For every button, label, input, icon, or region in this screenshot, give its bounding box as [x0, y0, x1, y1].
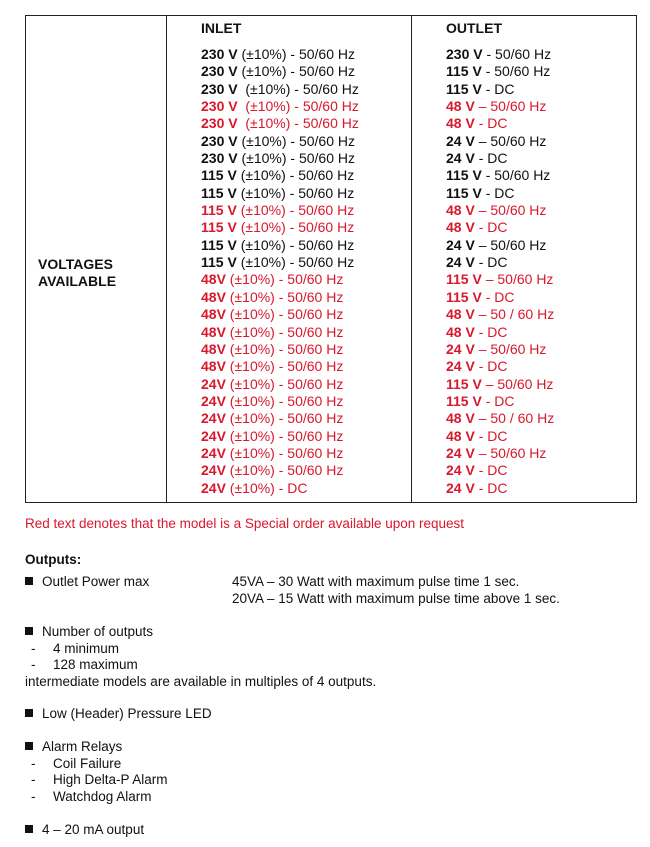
column-divider — [411, 16, 412, 502]
sub-item: 4 minimum — [53, 640, 120, 656]
led-item — [25, 706, 212, 723]
outlet-voltage-row — [446, 462, 554, 479]
outputs-note: intermediate models are available in multiples of 4 outputs. — [25, 673, 377, 689]
voltage-value: 115 V — [446, 375, 482, 392]
voltage-value: 115 V — [446, 288, 482, 305]
voltage-spec: (±10%) - 50/60 Hz — [236, 202, 355, 219]
item-label: Alarm Relays — [42, 739, 123, 754]
voltage-spec: (±10%) - 50/60 Hz — [237, 150, 355, 167]
voltage-value: 24 V — [446, 462, 475, 479]
inlet-voltage-row — [201, 341, 359, 358]
voltage-value: 230 V — [201, 132, 238, 149]
voltage-spec: (±10%) - 50/60 Hz — [225, 340, 344, 357]
voltage-value: 24V — [201, 375, 226, 392]
outlet-voltage-row — [446, 46, 554, 63]
voltage-value: 24V — [201, 410, 226, 427]
outlet-voltage-row — [446, 289, 554, 306]
voltage-value: 24 V — [446, 444, 475, 461]
outlet-voltage-row — [446, 341, 554, 358]
sub-item: Watchdog Alarm — [53, 788, 152, 804]
bullet-icon — [25, 709, 33, 717]
alarm-relays-item — [25, 739, 168, 805]
voltage-spec: (±10%) - 50/60 Hz — [237, 80, 359, 97]
inlet-voltage-row — [201, 410, 359, 427]
outlet-voltage-row — [446, 202, 554, 219]
item-label: 4 – 20 mA output — [42, 822, 145, 837]
inlet-voltage-row — [201, 150, 359, 167]
inlet-voltage-row — [201, 167, 359, 184]
inlet-voltage-row — [201, 271, 359, 288]
voltage-spec: - DC — [474, 219, 508, 236]
voltage-spec: (±10%) - 50/60 Hz — [237, 132, 355, 149]
voltage-value: 48V — [201, 358, 226, 375]
outlet-voltage-row — [446, 271, 554, 288]
sub-item: Coil Failure — [53, 755, 122, 771]
voltage-value: 48V — [201, 340, 226, 357]
inlet-voltage-row — [201, 289, 359, 306]
outlet-voltage-row — [446, 115, 554, 132]
inlet-voltage-row — [201, 185, 359, 202]
voltage-value: 115 V — [446, 392, 482, 409]
dash: - — [31, 755, 36, 771]
voltage-spec: – 50 / 60 Hz — [474, 306, 555, 323]
voltage-value: 24 V — [446, 340, 475, 357]
voltage-value: 24 V — [446, 132, 475, 149]
voltage-spec: - DC — [474, 150, 508, 167]
inlet-voltage-row — [201, 81, 359, 98]
inlet-voltage-row — [201, 219, 359, 236]
voltage-spec: (±10%) - 50/60 Hz — [225, 462, 344, 479]
sub-item: High Delta-P Alarm — [53, 772, 168, 787]
voltage-value: 230 V — [446, 46, 483, 62]
voltage-value: 48 V — [446, 306, 475, 323]
voltage-value: 24 V — [446, 236, 475, 253]
voltage-value: 24V — [201, 427, 226, 444]
bullet-icon — [25, 825, 33, 833]
voltage-value: 48V — [201, 271, 226, 288]
inlet-voltage-row — [201, 428, 359, 445]
voltage-value: 24V — [201, 392, 226, 409]
outlet-voltage-row — [446, 133, 554, 150]
outlet-voltage-row — [446, 410, 554, 427]
voltage-value: 24 V — [446, 358, 475, 375]
voltage-spec: (±10%) - 50/60 Hz — [225, 444, 344, 461]
voltage-value: 115 V — [201, 202, 237, 219]
voltage-value: 48 V — [446, 323, 475, 340]
voltage-value: 24V — [201, 444, 226, 461]
voltage-value: 48V — [201, 306, 226, 323]
voltage-spec: - DC — [474, 479, 508, 496]
inlet-voltage-row — [201, 324, 359, 341]
voltage-spec: (±10%) - 50/60 Hz — [225, 358, 344, 375]
item-label: Low (Header) Pressure LED — [42, 706, 212, 721]
inlet-voltage-row — [201, 376, 359, 393]
outlet-voltage-row — [446, 254, 554, 271]
voltage-spec: - DC — [474, 358, 508, 375]
inlet-voltage-row — [201, 254, 359, 271]
voltage-value: 48 V — [446, 98, 475, 115]
voltage-spec: – 50/60 Hz — [474, 132, 547, 149]
voltage-value: 115 V — [201, 219, 237, 236]
voltage-spec: - DC — [481, 392, 515, 409]
outputs-heading: Outputs: — [25, 552, 82, 567]
outlet-voltage-row — [446, 150, 554, 167]
sub-item: 128 maximum — [53, 657, 138, 672]
voltage-value: 115 V — [201, 167, 237, 184]
voltage-value: 230 V — [201, 98, 238, 115]
outlet-voltage-row — [446, 306, 554, 323]
voltage-spec: (±10%) - 50/60 Hz — [236, 254, 355, 271]
voltage-value: 48V — [201, 323, 226, 340]
voltage-spec: (±10%) - DC — [225, 479, 308, 496]
voltage-spec: – 50/60 Hz — [481, 375, 554, 392]
inlet-voltage-row — [201, 63, 359, 80]
outlet-voltage-row — [446, 81, 554, 98]
column-divider — [166, 16, 167, 502]
voltage-spec: - DC — [481, 80, 515, 97]
voltage-spec: – 50/60 Hz — [474, 340, 547, 357]
dash: - — [31, 657, 36, 672]
voltage-value: 230 V — [201, 63, 238, 80]
outlet-voltage-row — [446, 358, 554, 375]
outlet-voltage-row — [446, 219, 554, 236]
voltage-value: 24V — [201, 462, 226, 479]
voltage-value: 230 V — [201, 46, 238, 62]
inlet-voltage-row — [201, 306, 359, 323]
voltage-spec: - DC — [474, 115, 508, 132]
voltage-value: 24V — [201, 479, 226, 496]
voltage-spec: – 50/60 Hz — [481, 271, 554, 288]
voltage-value: 48 V — [446, 202, 475, 219]
outlet-voltage-row — [446, 376, 554, 393]
voltage-spec: (±10%) - 50/60 Hz — [225, 427, 344, 444]
inlet-voltage-row — [201, 237, 359, 254]
voltage-spec: (±10%) - 50/60 Hz — [225, 375, 344, 392]
voltage-value: 48V — [201, 288, 226, 305]
voltage-spec: (±10%) - 50/60 Hz — [225, 410, 344, 427]
outlet-column — [446, 20, 554, 497]
dash: - — [31, 640, 36, 656]
dash: - — [31, 788, 36, 804]
voltage-spec: (±10%) - 50/60 Hz — [237, 98, 359, 115]
voltage-spec: (±10%) - 50/60 Hz — [236, 219, 355, 236]
voltage-spec: (±10%) - 50/60 Hz — [225, 306, 344, 323]
voltage-value: 48 V — [446, 115, 475, 132]
outlet-voltage-row — [446, 480, 554, 497]
voltage-spec: (±10%) - 50/60 Hz — [225, 288, 344, 305]
voltage-spec: - DC — [474, 254, 508, 271]
voltage-value: 24 V — [446, 150, 475, 167]
inlet-voltage-row — [201, 202, 359, 219]
item-label: Outlet Power max — [42, 574, 150, 589]
inlet-voltage-row — [201, 133, 359, 150]
voltage-spec: (±10%) - 50/60 Hz — [225, 323, 344, 340]
outlet-voltage-row — [446, 237, 554, 254]
voltage-spec: (±10%) - 50/60 Hz — [236, 184, 355, 201]
voltage-spec: – 50/60 Hz — [474, 98, 547, 115]
outlet-voltage-row — [446, 324, 554, 341]
voltage-value: 115 V — [446, 167, 482, 184]
row-label-line: VOLTAGES — [38, 256, 113, 272]
voltage-spec: (±10%) - 50/60 Hz — [237, 63, 355, 80]
inlet-voltage-row — [201, 46, 359, 63]
voltage-spec: (±10%) - 50/60 Hz — [237, 115, 359, 132]
voltage-spec: - 50/60 Hz — [481, 63, 551, 80]
special-order-note: Red text denotes that the model is a Special order available upon request — [25, 516, 465, 531]
outlet-voltage-row — [446, 98, 554, 115]
voltage-value: 230 V — [201, 80, 238, 97]
outlet-header: OUTLET — [446, 20, 502, 36]
bullet-icon — [25, 577, 33, 585]
inlet-voltage-row — [201, 358, 359, 375]
voltage-value: 230 V — [201, 150, 238, 167]
voltage-value: 24 V — [446, 479, 475, 496]
power-line: 45VA – 30 Watt with maximum pulse time 1 sec. — [232, 574, 520, 589]
bullet-icon — [25, 742, 33, 750]
voltage-spec: - DC — [474, 462, 508, 479]
inlet-voltage-row — [201, 393, 359, 410]
voltage-spec: - DC — [481, 184, 515, 201]
outlet-power-item — [25, 574, 560, 607]
voltage-spec: - DC — [474, 427, 508, 444]
row-label — [38, 256, 116, 290]
voltage-value: 115 V — [446, 63, 482, 80]
bullet-icon — [25, 627, 33, 635]
outlet-voltage-row — [446, 393, 554, 410]
inlet-voltage-row — [201, 115, 359, 132]
voltage-spec: - 50/60 Hz — [481, 167, 551, 184]
voltage-value: 115 V — [201, 184, 237, 201]
row-label-line: AVAILABLE — [38, 273, 117, 289]
voltage-spec: (±10%) - 50/60 Hz — [236, 236, 355, 253]
voltage-spec: (±10%) - 50/60 Hz — [236, 167, 355, 184]
outlet-voltage-row — [446, 185, 554, 202]
inlet-voltage-row — [201, 98, 359, 115]
inlet-voltage-row — [201, 462, 359, 479]
voltage-value: 115 V — [201, 236, 237, 253]
voltage-value: 230 V — [201, 115, 238, 132]
voltage-spec: – 50/60 Hz — [474, 444, 547, 461]
power-line: 20VA – 15 Watt with maximum pulse time above 1 sec. — [232, 590, 560, 606]
voltage-spec: (±10%) - 50/60 Hz — [225, 392, 344, 409]
ma-output-item — [25, 822, 144, 839]
voltage-value: 24 V — [446, 254, 475, 271]
voltage-spec: – 50 / 60 Hz — [474, 410, 555, 427]
voltages-table — [25, 15, 637, 503]
voltage-spec: (±10%) - 50/60 Hz — [237, 46, 355, 62]
inlet-column — [201, 20, 359, 497]
voltage-value: 48 V — [446, 410, 475, 427]
outlet-voltage-row — [446, 167, 554, 184]
voltage-value: 115 V — [201, 254, 237, 271]
voltage-value: 48 V — [446, 219, 475, 236]
number-of-outputs-item — [25, 624, 376, 690]
outlet-voltage-row — [446, 428, 554, 445]
voltage-value: 48 V — [446, 427, 475, 444]
voltage-spec: – 50/60 Hz — [474, 236, 547, 253]
dash: - — [31, 772, 36, 787]
voltage-spec: - DC — [474, 323, 508, 340]
voltage-value: 115 V — [446, 184, 482, 201]
inlet-voltage-row — [201, 445, 359, 462]
voltage-spec: - 50/60 Hz — [482, 46, 552, 62]
item-label: Number of outputs — [42, 624, 154, 639]
voltage-value: 115 V — [446, 80, 482, 97]
voltage-spec: – 50/60 Hz — [474, 202, 547, 219]
voltage-spec: (±10%) - 50/60 Hz — [225, 271, 344, 288]
inlet-voltage-row — [201, 480, 359, 497]
outlet-voltage-row — [446, 445, 554, 462]
voltage-spec: - DC — [481, 288, 515, 305]
inlet-header: INLET — [201, 20, 242, 36]
voltage-value: 115 V — [446, 271, 482, 288]
outlet-voltage-row — [446, 63, 554, 80]
